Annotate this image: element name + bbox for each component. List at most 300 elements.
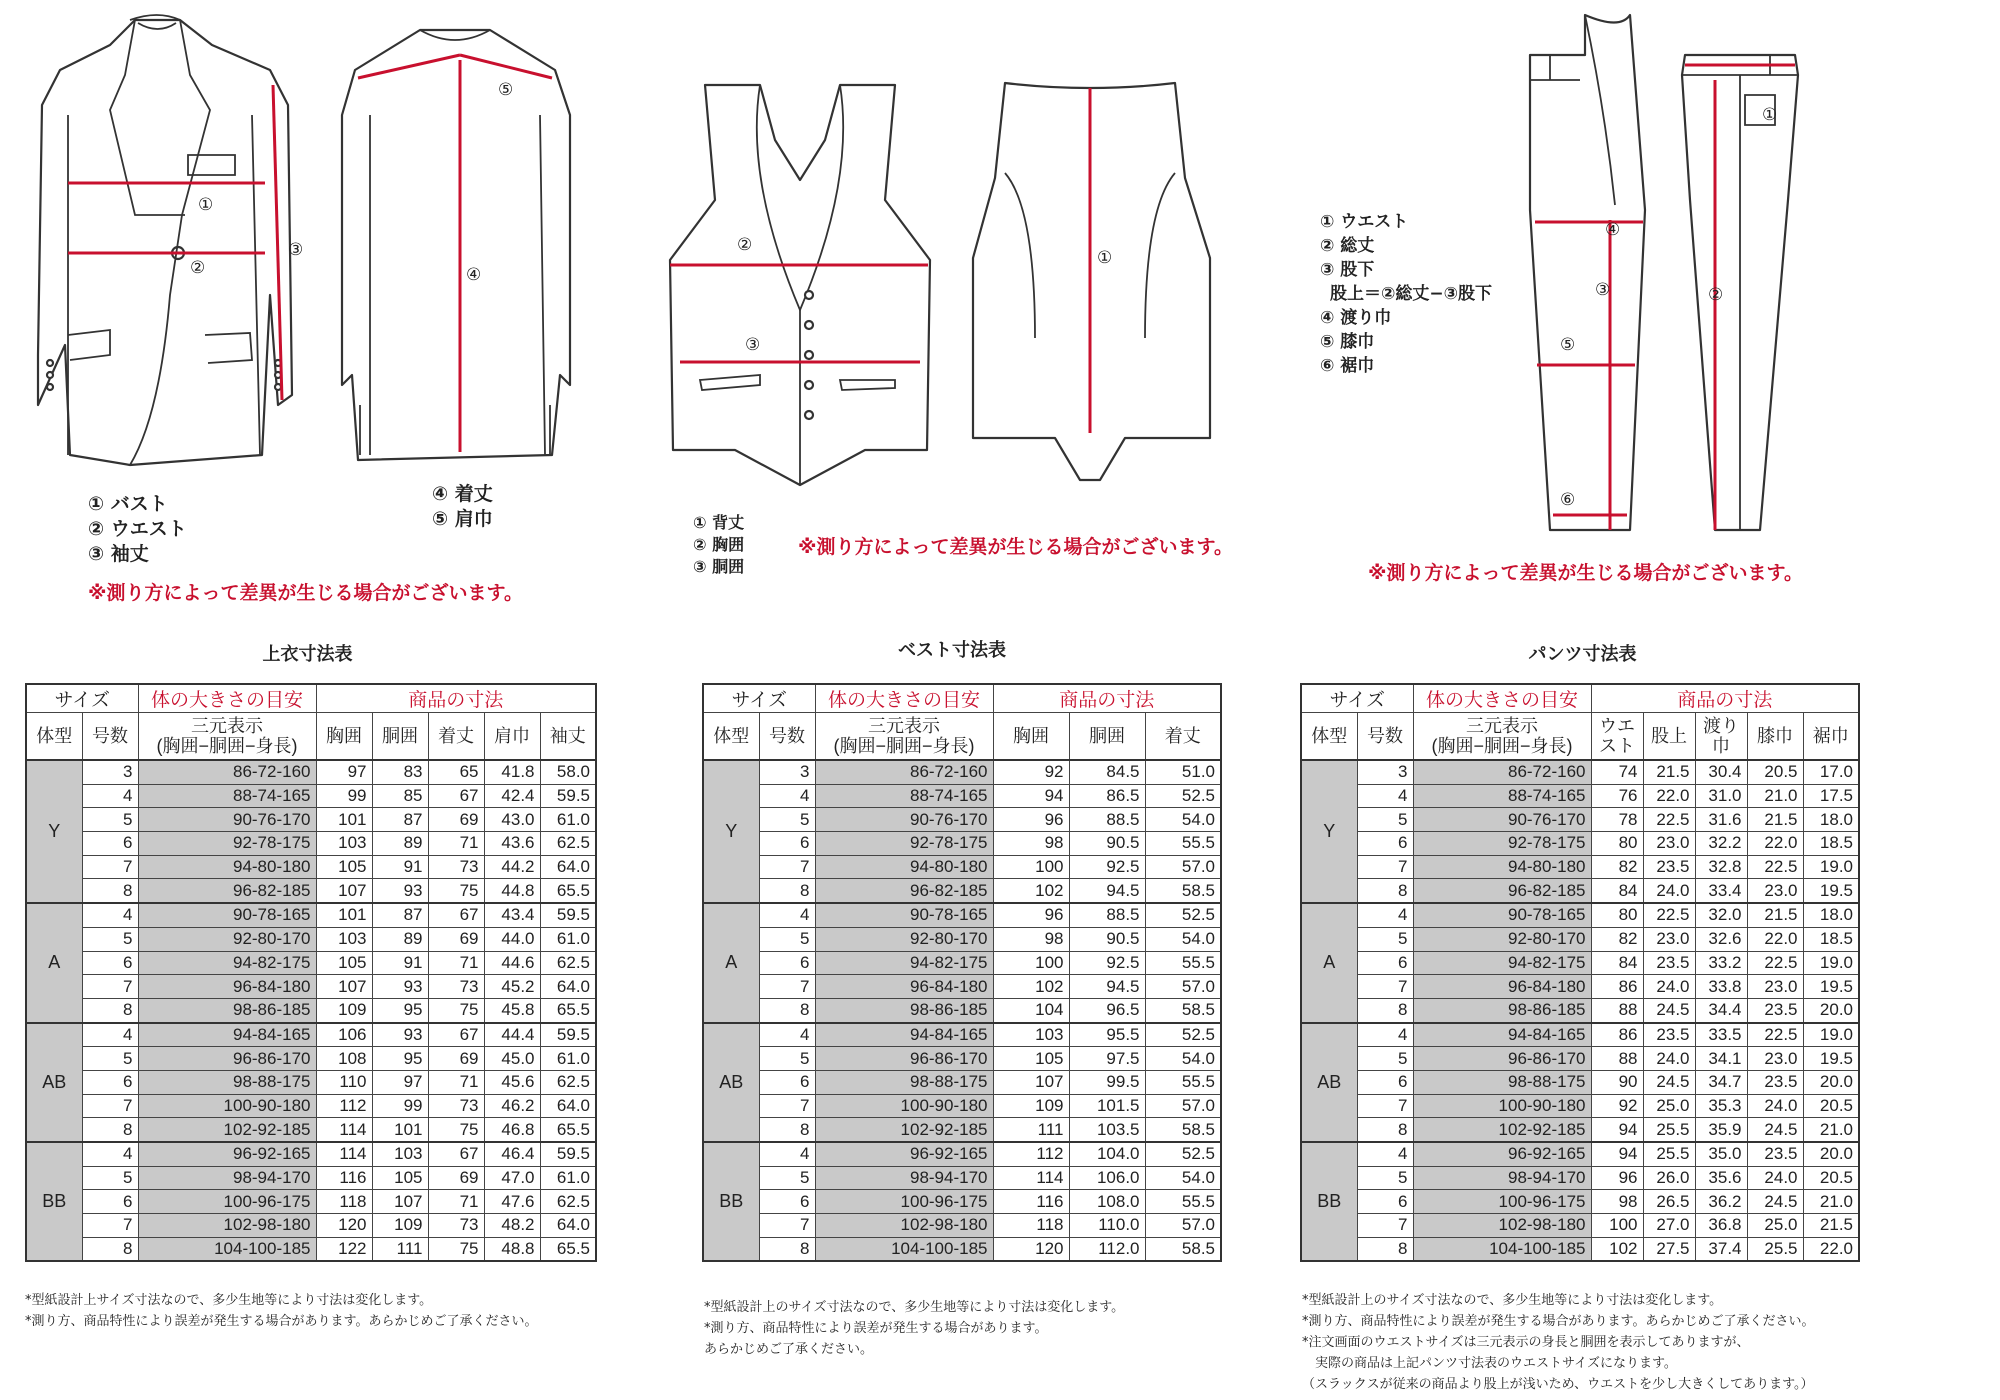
table-row bbox=[26, 1190, 596, 1214]
table-row bbox=[1301, 1047, 1859, 1071]
size-number-cell: 7 bbox=[1357, 1214, 1413, 1238]
measure-cell: 80 bbox=[1591, 903, 1643, 927]
body-type-cell: AB bbox=[703, 1023, 759, 1142]
measure-cell: 21.5 bbox=[1803, 1214, 1859, 1238]
measure-cell: 24.0 bbox=[1747, 1166, 1803, 1190]
size-number-cell: 5 bbox=[1357, 1166, 1413, 1190]
measure-cell: 59.5 bbox=[540, 1023, 596, 1047]
measure-cell: 111 bbox=[993, 1118, 1069, 1142]
size-number-cell: 4 bbox=[82, 903, 138, 927]
measure-cell: 90.5 bbox=[1069, 832, 1145, 856]
measure-cell: 19.0 bbox=[1803, 951, 1859, 975]
measure-cell: 62.5 bbox=[540, 951, 596, 975]
measure-cell: 116 bbox=[993, 1190, 1069, 1214]
table-row bbox=[703, 1070, 1221, 1094]
table-row bbox=[26, 903, 596, 927]
size-number-cell: 4 bbox=[759, 903, 815, 927]
size-number-cell: 3 bbox=[759, 760, 815, 784]
table-column-header: 膝巾 bbox=[1747, 713, 1803, 761]
table-row bbox=[1301, 1094, 1859, 1118]
size-number-cell: 6 bbox=[1357, 832, 1413, 856]
measure-cell: 86 bbox=[1591, 975, 1643, 999]
size-number-cell: 7 bbox=[1357, 1094, 1413, 1118]
three-dim-cell: 104-100-185 bbox=[138, 1237, 316, 1261]
measure-cell: 112 bbox=[993, 1142, 1069, 1166]
size-number-cell: 4 bbox=[82, 1023, 138, 1047]
table-group-header: 商品の寸法 bbox=[1591, 684, 1859, 713]
table-group-header: 商品の寸法 bbox=[993, 684, 1221, 713]
table-row bbox=[703, 1190, 1221, 1214]
measure-cell: 20.5 bbox=[1803, 1166, 1859, 1190]
measure-cell: 112.0 bbox=[1069, 1237, 1145, 1261]
table-row bbox=[1301, 784, 1859, 808]
three-dim-cell: 88-74-165 bbox=[815, 784, 993, 808]
measure-cell: 55.5 bbox=[1145, 832, 1221, 856]
table-column-header: 三元表示 (胸囲−胴囲−身長) bbox=[815, 713, 993, 761]
size-number-cell: 8 bbox=[759, 1237, 815, 1261]
measure-cell: 54.0 bbox=[1145, 1047, 1221, 1071]
table-row bbox=[26, 1094, 596, 1118]
measure-cell: 111 bbox=[372, 1237, 428, 1261]
measure-cell: 102 bbox=[993, 975, 1069, 999]
measure-cell: 89 bbox=[372, 832, 428, 856]
pants-marker-4: ④ bbox=[1605, 220, 1621, 240]
measure-cell: 82 bbox=[1591, 927, 1643, 951]
size-number-cell: 7 bbox=[759, 975, 815, 999]
measure-cell: 105 bbox=[316, 951, 372, 975]
measure-cell: 87 bbox=[372, 903, 428, 927]
measure-cell: 99 bbox=[372, 1094, 428, 1118]
table-row bbox=[26, 1142, 596, 1166]
three-dim-cell: 92-78-175 bbox=[1413, 832, 1591, 856]
table-row bbox=[703, 1142, 1221, 1166]
three-dim-cell: 86-72-160 bbox=[1413, 760, 1591, 784]
measure-cell: 69 bbox=[428, 1166, 484, 1190]
measure-cell: 22.5 bbox=[1643, 808, 1695, 832]
vest-front-illustration bbox=[665, 80, 935, 490]
table-row bbox=[703, 1047, 1221, 1071]
measure-cell: 34.4 bbox=[1695, 998, 1747, 1022]
size-number-cell: 8 bbox=[1357, 879, 1413, 903]
table-row bbox=[703, 1023, 1221, 1047]
measure-cell: 46.8 bbox=[484, 1118, 540, 1142]
size-number-cell: 8 bbox=[1357, 1237, 1413, 1261]
table-column-header: 体型 bbox=[26, 713, 82, 761]
footnote: 実際の商品は上記パンツ寸法表のウエストサイズになります。 bbox=[1302, 1356, 1677, 1371]
measure-cell: 20.5 bbox=[1747, 760, 1803, 784]
measure-cell: 65.5 bbox=[540, 998, 596, 1022]
size-number-cell: 4 bbox=[1357, 903, 1413, 927]
measure-cell: 33.4 bbox=[1695, 879, 1747, 903]
measure-cell: 44.6 bbox=[484, 951, 540, 975]
jacket-footnotes bbox=[25, 1290, 537, 1332]
size-number-cell: 4 bbox=[759, 784, 815, 808]
measure-cell: 46.4 bbox=[484, 1142, 540, 1166]
pants-marker-3: ③ bbox=[1595, 280, 1611, 300]
size-number-cell: 7 bbox=[82, 855, 138, 879]
table-row bbox=[26, 1237, 596, 1261]
three-dim-cell: 98-86-185 bbox=[815, 998, 993, 1022]
pants-marker-2: ② bbox=[1708, 285, 1724, 305]
legend-item: 股上＝②総丈−③股下 bbox=[1330, 284, 1493, 304]
measure-cell: 48.2 bbox=[484, 1214, 540, 1238]
legend-item: ⑤ 肩巾 bbox=[432, 508, 493, 530]
three-dim-cell: 86-72-160 bbox=[815, 760, 993, 784]
size-table bbox=[702, 683, 1222, 1262]
measure-cell: 61.0 bbox=[540, 1166, 596, 1190]
measure-cell: 102 bbox=[1591, 1237, 1643, 1261]
measure-cell: 58.0 bbox=[540, 760, 596, 784]
measure-cell: 18.5 bbox=[1803, 832, 1859, 856]
size-number-cell: 5 bbox=[759, 808, 815, 832]
measure-cell: 110.0 bbox=[1069, 1214, 1145, 1238]
measure-cell: 94 bbox=[993, 784, 1069, 808]
measure-cell: 19.0 bbox=[1803, 855, 1859, 879]
three-dim-cell: 98-86-185 bbox=[1413, 998, 1591, 1022]
table-row bbox=[26, 1023, 596, 1047]
three-dim-cell: 94-84-165 bbox=[1413, 1023, 1591, 1047]
three-dim-cell: 94-80-180 bbox=[138, 855, 316, 879]
jacket-marker-5: ⑤ bbox=[498, 80, 514, 100]
size-number-cell: 8 bbox=[759, 1118, 815, 1142]
measure-cell: 110 bbox=[316, 1070, 372, 1094]
measure-cell: 37.4 bbox=[1695, 1237, 1747, 1261]
measure-cell: 21.5 bbox=[1747, 903, 1803, 927]
body-type-cell: BB bbox=[1301, 1142, 1357, 1261]
legend-item: ③ 股下 bbox=[1320, 260, 1375, 280]
size-number-cell: 6 bbox=[82, 1070, 138, 1094]
three-dim-cell: 90-76-170 bbox=[138, 808, 316, 832]
measure-cell: 21.5 bbox=[1643, 760, 1695, 784]
table-group-header: サイズ bbox=[26, 684, 138, 713]
measure-cell: 23.5 bbox=[1643, 1023, 1695, 1047]
measure-cell: 32.8 bbox=[1695, 855, 1747, 879]
measure-cell: 104 bbox=[993, 998, 1069, 1022]
measure-cell: 116 bbox=[316, 1166, 372, 1190]
jacket-marker-3: ③ bbox=[288, 240, 304, 260]
three-dim-cell: 98-94-170 bbox=[138, 1166, 316, 1190]
size-number-cell: 4 bbox=[1357, 1142, 1413, 1166]
measure-cell: 45.8 bbox=[484, 998, 540, 1022]
measure-cell: 85 bbox=[372, 784, 428, 808]
measure-cell: 23.0 bbox=[1747, 1047, 1803, 1071]
vest-marker-3: ③ bbox=[745, 335, 761, 355]
measure-cell: 52.5 bbox=[1145, 903, 1221, 927]
measure-cell: 19.5 bbox=[1803, 975, 1859, 999]
vest-marker-1: ① bbox=[1097, 248, 1113, 268]
three-dim-cell: 98-88-175 bbox=[138, 1070, 316, 1094]
table-row bbox=[26, 951, 596, 975]
size-number-cell: 5 bbox=[759, 1047, 815, 1071]
table-row bbox=[703, 784, 1221, 808]
pants-marker-5: ⑤ bbox=[1560, 335, 1576, 355]
legend-item: ③ 袖丈 bbox=[88, 543, 149, 565]
measure-cell: 103 bbox=[372, 1142, 428, 1166]
measure-cell: 104.0 bbox=[1069, 1142, 1145, 1166]
three-dim-cell: 92-80-170 bbox=[815, 927, 993, 951]
measure-cell: 26.0 bbox=[1643, 1166, 1695, 1190]
jacket-marker-4: ④ bbox=[466, 265, 482, 285]
vest-marker-2: ② bbox=[737, 235, 753, 255]
body-type-cell: A bbox=[1301, 903, 1357, 1022]
three-dim-cell: 94-82-175 bbox=[815, 951, 993, 975]
measure-cell: 24.5 bbox=[1643, 998, 1695, 1022]
table-row bbox=[703, 832, 1221, 856]
size-number-cell: 6 bbox=[82, 832, 138, 856]
pants-side-illustration bbox=[1525, 10, 1675, 540]
footnote: *測り方、商品特性により誤差が発生する場合があります。あらかじめご了承ください。 bbox=[25, 1314, 538, 1329]
measure-cell: 96 bbox=[993, 903, 1069, 927]
measure-cell: 21.0 bbox=[1803, 1190, 1859, 1214]
measure-cell: 80 bbox=[1591, 832, 1643, 856]
three-dim-cell: 88-74-165 bbox=[138, 784, 316, 808]
measure-cell: 73 bbox=[428, 855, 484, 879]
legend-item: ① ウエスト bbox=[1320, 212, 1409, 232]
size-number-cell: 6 bbox=[759, 832, 815, 856]
three-dim-cell: 98-94-170 bbox=[815, 1166, 993, 1190]
measure-cell: 25.5 bbox=[1643, 1142, 1695, 1166]
measure-cell: 88.5 bbox=[1069, 808, 1145, 832]
table-row bbox=[1301, 927, 1859, 951]
pants-marker-1: ① bbox=[1762, 105, 1778, 125]
table-column-header: 胸囲 bbox=[993, 713, 1069, 761]
three-dim-cell: 104-100-185 bbox=[1413, 1237, 1591, 1261]
measure-cell: 98 bbox=[993, 927, 1069, 951]
measure-cell: 57.0 bbox=[1145, 975, 1221, 999]
measure-cell: 118 bbox=[993, 1214, 1069, 1238]
three-dim-cell: 90-76-170 bbox=[815, 808, 993, 832]
table-title-jacket: 上衣寸法表 bbox=[262, 644, 353, 665]
table-row bbox=[26, 1047, 596, 1071]
three-dim-cell: 92-78-175 bbox=[815, 832, 993, 856]
measure-cell: 62.5 bbox=[540, 1190, 596, 1214]
measure-cell: 67 bbox=[428, 903, 484, 927]
measure-cell: 94.5 bbox=[1069, 975, 1145, 999]
size-table bbox=[1300, 683, 1860, 1262]
measure-cell: 35.9 bbox=[1695, 1118, 1747, 1142]
size-number-cell: 5 bbox=[1357, 927, 1413, 951]
measure-cell: 106 bbox=[316, 1023, 372, 1047]
body-type-cell: A bbox=[703, 903, 759, 1022]
measure-cell: 86.5 bbox=[1069, 784, 1145, 808]
measure-cell: 75 bbox=[428, 1237, 484, 1261]
three-dim-cell: 94-82-175 bbox=[1413, 951, 1591, 975]
three-dim-cell: 96-86-170 bbox=[138, 1047, 316, 1071]
three-dim-cell: 96-82-185 bbox=[815, 879, 993, 903]
measure-cell: 19.0 bbox=[1803, 1023, 1859, 1047]
measure-cell: 96.5 bbox=[1069, 998, 1145, 1022]
table-column-header: 股上 bbox=[1643, 713, 1695, 761]
three-dim-cell: 94-80-180 bbox=[1413, 855, 1591, 879]
measure-cell: 88.5 bbox=[1069, 903, 1145, 927]
size-number-cell: 5 bbox=[1357, 808, 1413, 832]
measure-cell: 105 bbox=[372, 1166, 428, 1190]
measure-cell: 84 bbox=[1591, 951, 1643, 975]
size-number-cell: 8 bbox=[82, 879, 138, 903]
table-group-header: 体の大きさの目安 bbox=[138, 684, 316, 713]
table-column-header: 号数 bbox=[1357, 713, 1413, 761]
measure-cell: 59.5 bbox=[540, 784, 596, 808]
three-dim-cell: 96-84-180 bbox=[138, 975, 316, 999]
table-column-header: 裾巾 bbox=[1803, 713, 1859, 761]
measure-cell: 109 bbox=[316, 998, 372, 1022]
legend-item: ① 背丈 bbox=[693, 513, 745, 532]
measure-cell: 23.0 bbox=[1747, 975, 1803, 999]
three-dim-cell: 92-78-175 bbox=[138, 832, 316, 856]
table-column-header: 体型 bbox=[703, 713, 759, 761]
table-row bbox=[703, 1094, 1221, 1118]
measure-cell: 32.0 bbox=[1695, 903, 1747, 927]
measure-cell: 69 bbox=[428, 927, 484, 951]
measure-cell: 62.5 bbox=[540, 832, 596, 856]
footnote: *注文画面のウエストサイズは三元表示の身長と胴囲を表示してありますが、 bbox=[1302, 1335, 1750, 1350]
measure-cell: 58.5 bbox=[1145, 1237, 1221, 1261]
measure-cell: 24.5 bbox=[1747, 1190, 1803, 1214]
table-column-header: 三元表示 (胸囲−胴囲−身長) bbox=[138, 713, 316, 761]
table-row bbox=[26, 784, 596, 808]
table-row bbox=[26, 879, 596, 903]
table-group-header: 体の大きさの目安 bbox=[815, 684, 993, 713]
footnote: *測り方、商品特性により誤差が発生する場合があります。 bbox=[704, 1321, 1048, 1336]
size-number-cell: 8 bbox=[82, 1118, 138, 1142]
size-number-cell: 4 bbox=[1357, 784, 1413, 808]
table-row bbox=[1301, 1142, 1859, 1166]
measure-cell: 105 bbox=[316, 855, 372, 879]
legend-item: ⑤ 膝巾 bbox=[1320, 332, 1375, 352]
vest-legend bbox=[693, 512, 744, 578]
size-number-cell: 7 bbox=[759, 1094, 815, 1118]
measure-cell: 22.0 bbox=[1803, 1237, 1859, 1261]
measure-cell: 109 bbox=[372, 1214, 428, 1238]
measure-cell: 99.5 bbox=[1069, 1070, 1145, 1094]
body-type-cell: AB bbox=[26, 1023, 82, 1142]
measure-cell: 95.5 bbox=[1069, 1023, 1145, 1047]
measure-cell: 22.5 bbox=[1747, 855, 1803, 879]
size-number-cell: 6 bbox=[1357, 951, 1413, 975]
measure-cell: 55.5 bbox=[1145, 1190, 1221, 1214]
size-number-cell: 6 bbox=[1357, 1070, 1413, 1094]
footnote: *型紙設計上のサイズ寸法なので、多少生地等により寸法は変化します。 bbox=[1302, 1293, 1723, 1308]
size-number-cell: 6 bbox=[759, 1190, 815, 1214]
size-number-cell: 8 bbox=[1357, 998, 1413, 1022]
measure-cell: 92 bbox=[1591, 1094, 1643, 1118]
table-row bbox=[1301, 1070, 1859, 1094]
measure-cell: 95 bbox=[372, 1047, 428, 1071]
three-dim-cell: 96-84-180 bbox=[815, 975, 993, 999]
table-row bbox=[703, 975, 1221, 999]
measure-cell: 103 bbox=[316, 927, 372, 951]
size-number-cell: 7 bbox=[82, 1214, 138, 1238]
measure-cell: 69 bbox=[428, 808, 484, 832]
measure-cell: 103.5 bbox=[1069, 1118, 1145, 1142]
table-row bbox=[26, 1070, 596, 1094]
size-number-cell: 5 bbox=[82, 1047, 138, 1071]
measure-cell: 24.0 bbox=[1643, 975, 1695, 999]
measure-cell: 64.0 bbox=[540, 1214, 596, 1238]
measure-cell: 84.5 bbox=[1069, 760, 1145, 784]
table-column-header: 着丈 bbox=[1145, 713, 1221, 761]
table-row bbox=[703, 855, 1221, 879]
measure-cell: 97.5 bbox=[1069, 1047, 1145, 1071]
table-column-header: ウエ スト bbox=[1591, 713, 1643, 761]
table-row bbox=[703, 879, 1221, 903]
three-dim-cell: 102-98-180 bbox=[138, 1214, 316, 1238]
measure-cell: 34.1 bbox=[1695, 1047, 1747, 1071]
measure-cell: 25.0 bbox=[1747, 1214, 1803, 1238]
measure-cell: 59.5 bbox=[540, 1142, 596, 1166]
three-dim-cell: 96-92-165 bbox=[815, 1142, 993, 1166]
measure-cell: 96 bbox=[993, 808, 1069, 832]
size-number-cell: 7 bbox=[759, 855, 815, 879]
measure-cell: 18.0 bbox=[1803, 903, 1859, 927]
measure-cell: 22.0 bbox=[1747, 927, 1803, 951]
measure-cell: 57.0 bbox=[1145, 1094, 1221, 1118]
measure-cell: 24.5 bbox=[1643, 1070, 1695, 1094]
measure-cell: 41.8 bbox=[484, 760, 540, 784]
size-number-cell: 3 bbox=[82, 760, 138, 784]
table-column-header: 袖丈 bbox=[540, 713, 596, 761]
three-dim-cell: 90-76-170 bbox=[1413, 808, 1591, 832]
measure-cell: 44.2 bbox=[484, 855, 540, 879]
table-row bbox=[703, 1214, 1221, 1238]
measure-cell: 21.5 bbox=[1747, 808, 1803, 832]
measure-cell: 33.5 bbox=[1695, 1023, 1747, 1047]
measure-cell: 95 bbox=[372, 998, 428, 1022]
jacket-back-illustration bbox=[340, 25, 570, 465]
legend-item: ③ 胴囲 bbox=[693, 557, 745, 576]
measure-cell: 58.5 bbox=[1145, 879, 1221, 903]
legend-item: ④ 渡り巾 bbox=[1320, 308, 1392, 328]
table-row bbox=[703, 951, 1221, 975]
three-dim-cell: 100-90-180 bbox=[1413, 1094, 1591, 1118]
size-number-cell: 7 bbox=[1357, 975, 1413, 999]
measure-cell: 65.5 bbox=[540, 1118, 596, 1142]
footnote: *型紙設計上のサイズ寸法なので、多少生地等により寸法は変化します。 bbox=[704, 1300, 1125, 1315]
table-row bbox=[1301, 1237, 1859, 1261]
body-type-cell: Y bbox=[26, 760, 82, 903]
table-column-header: 渡り 巾 bbox=[1695, 713, 1747, 761]
measure-cell: 32.6 bbox=[1695, 927, 1747, 951]
measure-cell: 45.0 bbox=[484, 1047, 540, 1071]
measure-cell: 54.0 bbox=[1145, 927, 1221, 951]
measure-cell: 47.6 bbox=[484, 1190, 540, 1214]
legend-item: ② ウエスト bbox=[88, 518, 187, 540]
three-dim-cell: 98-88-175 bbox=[815, 1070, 993, 1094]
measure-cell: 107 bbox=[316, 879, 372, 903]
measure-cell: 51.0 bbox=[1145, 760, 1221, 784]
measure-cell: 120 bbox=[316, 1214, 372, 1238]
measure-cell: 44.4 bbox=[484, 1023, 540, 1047]
size-number-cell: 6 bbox=[82, 951, 138, 975]
measure-cell: 92 bbox=[993, 760, 1069, 784]
measure-cell: 71 bbox=[428, 832, 484, 856]
measure-cell: 71 bbox=[428, 1070, 484, 1094]
body-type-cell: Y bbox=[703, 760, 759, 903]
table-group-header: 商品の寸法 bbox=[316, 684, 596, 713]
measure-cell: 57.0 bbox=[1145, 855, 1221, 879]
measure-cell: 100 bbox=[1591, 1214, 1643, 1238]
measure-cell: 69 bbox=[428, 1047, 484, 1071]
measure-cell: 82 bbox=[1591, 855, 1643, 879]
table-row bbox=[1301, 998, 1859, 1022]
size-number-cell: 8 bbox=[1357, 1118, 1413, 1142]
size-number-cell: 6 bbox=[1357, 1190, 1413, 1214]
size-number-cell: 4 bbox=[82, 784, 138, 808]
measure-cell: 83 bbox=[372, 760, 428, 784]
measure-cell: 64.0 bbox=[540, 855, 596, 879]
measure-cell: 94.5 bbox=[1069, 879, 1145, 903]
footnote: （スラックスが従来の商品より股上が浅いため、ウエストを少し大きくしてあります。） bbox=[1302, 1377, 1814, 1392]
